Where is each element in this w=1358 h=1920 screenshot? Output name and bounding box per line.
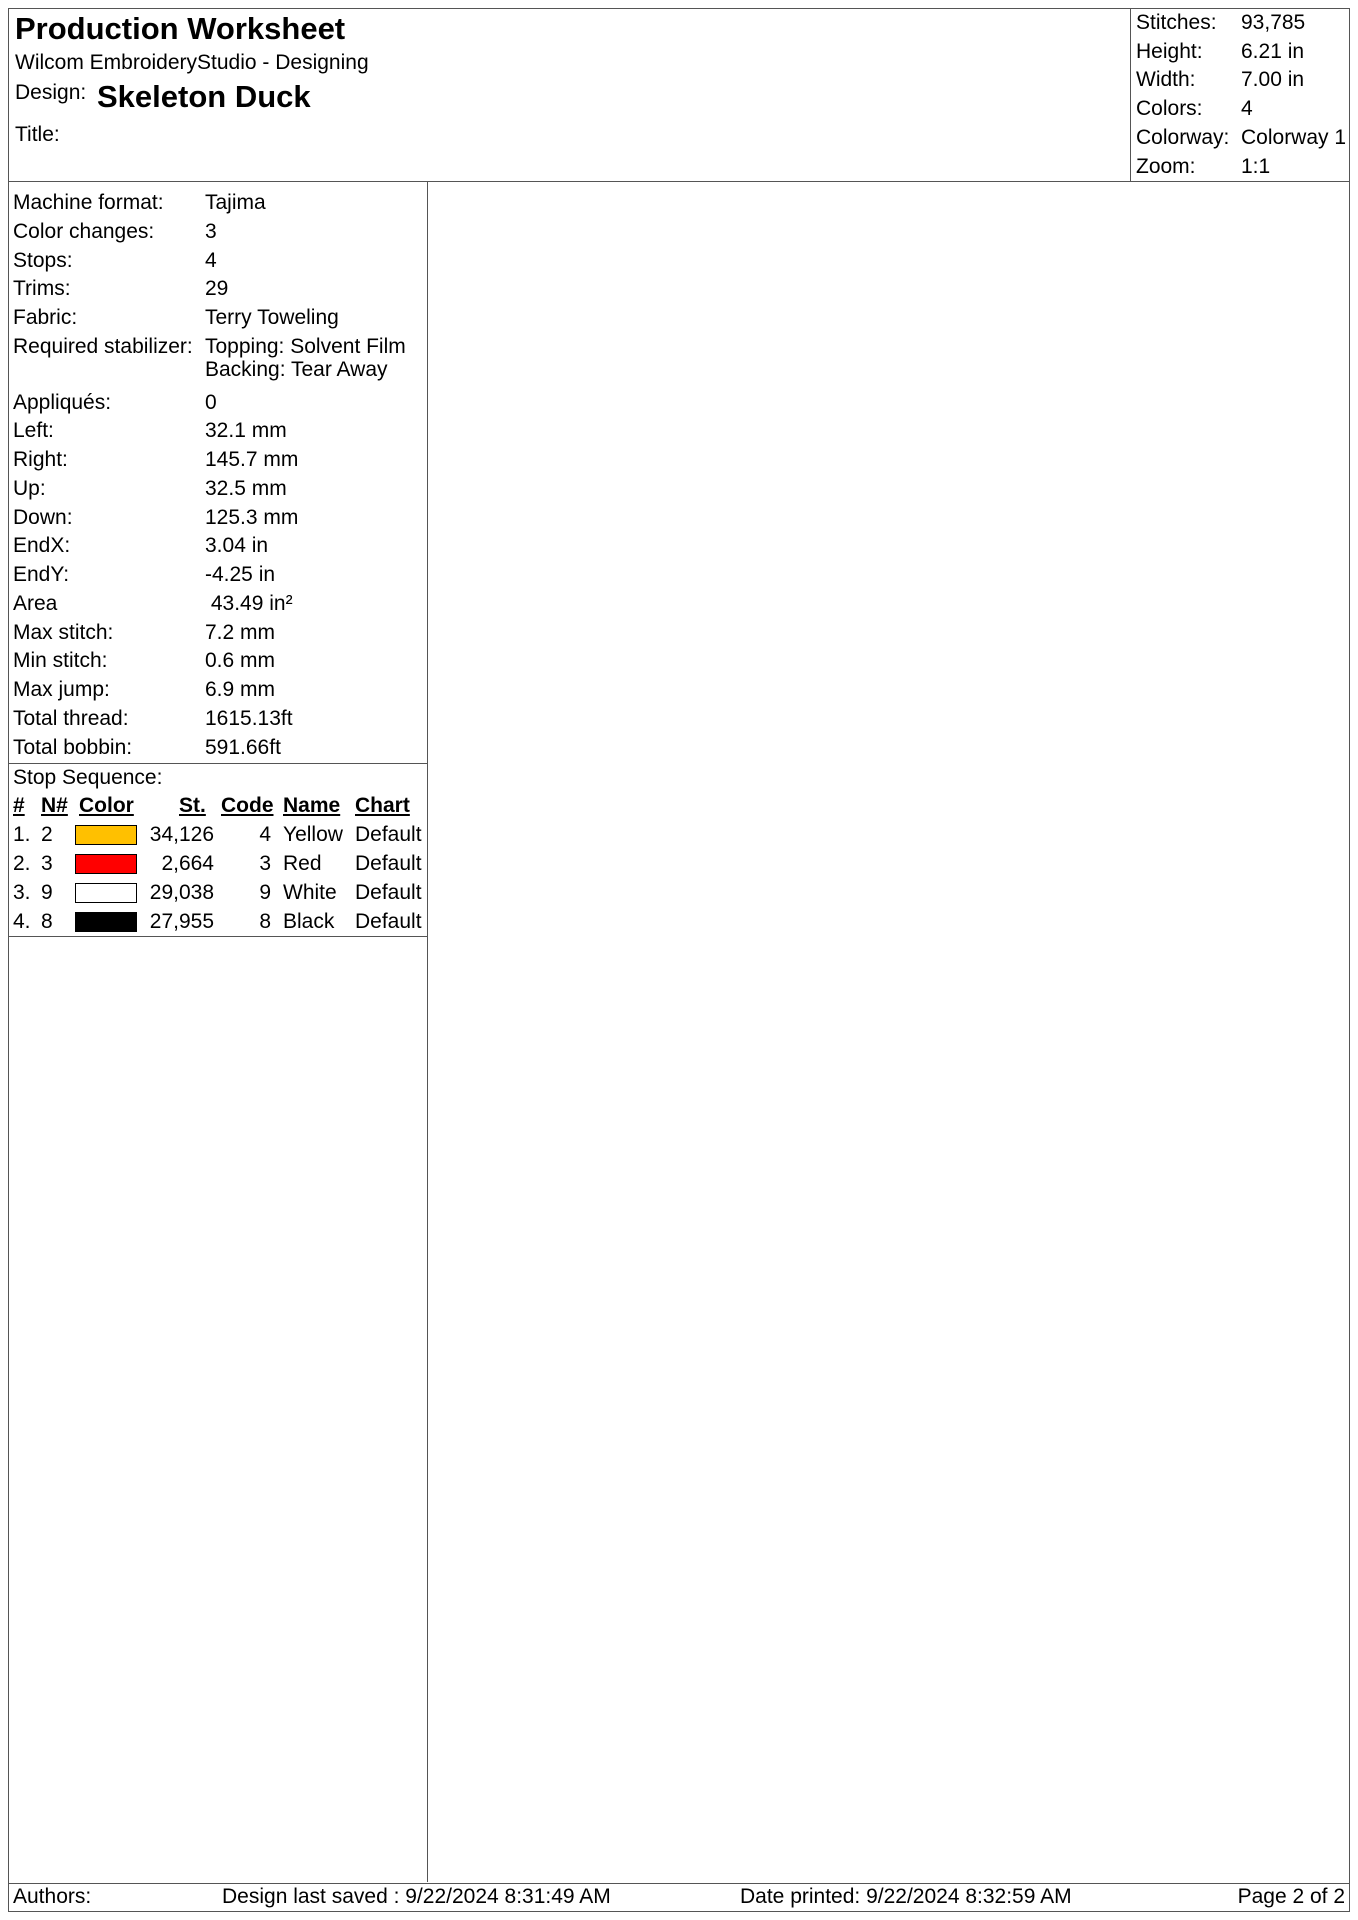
column-header-number: #: [13, 794, 25, 817]
stop-number: 2.: [13, 852, 31, 875]
properties-column: [9, 182, 428, 1882]
color-swatch: [75, 854, 137, 874]
property-value: 3.04 in: [205, 534, 269, 557]
stop-number: 1.: [13, 823, 31, 846]
property-value: 0.6 mm: [205, 649, 276, 672]
stop-stitches: 34,126: [149, 823, 214, 846]
property-value: 591.66ft: [205, 736, 281, 759]
property-value: 29: [205, 277, 229, 300]
summary-value: 6.21 in: [1241, 40, 1305, 63]
property-value: -4.25 in: [205, 563, 276, 586]
property-value: 1615.13ft: [205, 707, 293, 730]
property-label: Fabric:: [13, 306, 78, 329]
property-value: Topping: Solvent Film: [205, 335, 406, 358]
property-label: Min stitch:: [13, 649, 108, 672]
property-label: Appliqués:: [13, 391, 112, 414]
summary-label: Height:: [1136, 40, 1203, 63]
stop-code: 9: [259, 881, 271, 904]
last-saved: Design last saved : 9/22/2024 8:31:49 AM: [222, 1885, 611, 1908]
property-value: 32.5 mm: [205, 477, 287, 500]
stop-needle: 8: [41, 910, 53, 933]
stop-code: 8: [259, 910, 271, 933]
summary-value: 1:1: [1241, 155, 1271, 178]
column-header-stitches: St.: [179, 794, 206, 817]
property-value: 3: [205, 220, 217, 243]
color-swatch: [75, 912, 137, 932]
property-label: Stops:: [13, 249, 73, 272]
color-swatch: [75, 883, 137, 903]
worksheet-footer: [9, 1883, 1349, 1911]
property-label: EndX:: [13, 534, 71, 557]
summary-label: Stitches:: [1136, 11, 1217, 34]
stop-stitches: 27,955: [149, 910, 214, 933]
property-label: Up:: [13, 477, 46, 500]
property-label: Max jump:: [13, 678, 110, 701]
property-value: Tajima: [205, 191, 266, 214]
worksheet-page: [8, 8, 1350, 1912]
property-value: 125.3 mm: [205, 506, 299, 529]
summary-label: Zoom:: [1136, 155, 1196, 178]
worksheet-header: [9, 9, 1349, 182]
summary-value: 93,785: [1241, 11, 1306, 34]
property-label: Color changes:: [13, 220, 155, 243]
property-value: 4: [205, 249, 217, 272]
stop-chart: Default: [355, 881, 422, 904]
property-value: 0: [205, 391, 217, 414]
stop-chart: Default: [355, 823, 422, 846]
application-name: Wilcom EmbroideryStudio - Designing: [15, 51, 369, 74]
section-divider: [9, 936, 428, 937]
property-label: Left:: [13, 419, 54, 442]
stop-chart: Default: [355, 910, 422, 933]
design-label: Design:: [15, 81, 87, 104]
summary-value: 7.00 in: [1241, 68, 1305, 91]
summary-value: Colorway 1: [1241, 126, 1347, 149]
stop-stitches: 29,038: [149, 881, 214, 904]
stop-code: 3: [259, 852, 271, 875]
property-label: Trims:: [13, 277, 71, 300]
stop-color-name: White: [283, 881, 337, 904]
column-header-name: Name: [283, 794, 341, 817]
column-header-needle: N#: [41, 794, 68, 817]
stop-color-name: Yellow: [283, 823, 343, 846]
authors-label: Authors:: [13, 1885, 92, 1908]
summary-value: 4: [1241, 97, 1253, 120]
date-printed: Date printed: 9/22/2024 8:32:59 AM: [740, 1885, 1072, 1908]
property-value: 145.7 mm: [205, 448, 299, 471]
property-label: Right:: [13, 448, 68, 471]
column-header-color: Color: [79, 794, 134, 817]
stop-needle: 2: [41, 823, 53, 846]
summary-label: Width:: [1136, 68, 1196, 91]
property-label: Total bobbin:: [13, 736, 133, 759]
title-label: Title:: [15, 123, 60, 146]
column-header-chart: Chart: [355, 794, 410, 817]
section-divider: [9, 763, 428, 764]
property-label: Max stitch:: [13, 621, 114, 644]
stop-stitches: 2,664: [161, 852, 214, 875]
property-value: 43.49 in²: [205, 592, 293, 615]
property-label: Machine format:: [13, 191, 164, 214]
property-label: Area: [13, 592, 58, 615]
stop-needle: 3: [41, 852, 53, 875]
property-value: 32.1 mm: [205, 419, 287, 442]
stop-needle: 9: [41, 881, 53, 904]
design-name: Skeleton Duck: [97, 79, 311, 114]
summary-label: Colors:: [1136, 97, 1203, 120]
stop-number: 3.: [13, 881, 31, 904]
property-label: EndY:: [13, 563, 70, 586]
property-value: Backing: Tear Away: [205, 358, 388, 381]
page-number: Page 2 of 2: [1237, 1885, 1345, 1908]
page-title: Production Worksheet: [15, 11, 346, 46]
stop-number: 4.: [13, 910, 31, 933]
stop-color-name: Red: [283, 852, 322, 875]
stop-sequence-title: Stop Sequence:: [13, 766, 163, 789]
color-swatch: [75, 825, 137, 845]
property-label: Required stabilizer:: [13, 335, 193, 358]
property-value: 6.9 mm: [205, 678, 276, 701]
stop-code: 4: [259, 823, 271, 846]
summary-label: Colorway:: [1136, 126, 1230, 149]
column-header-code: Code: [221, 794, 274, 817]
design-summary: [1130, 9, 1349, 181]
property-value: Terry Toweling: [205, 306, 339, 329]
property-value: 7.2 mm: [205, 621, 276, 644]
property-label: Down:: [13, 506, 73, 529]
property-label: Total thread:: [13, 707, 129, 730]
stop-chart: Default: [355, 852, 422, 875]
stop-color-name: Black: [283, 910, 335, 933]
